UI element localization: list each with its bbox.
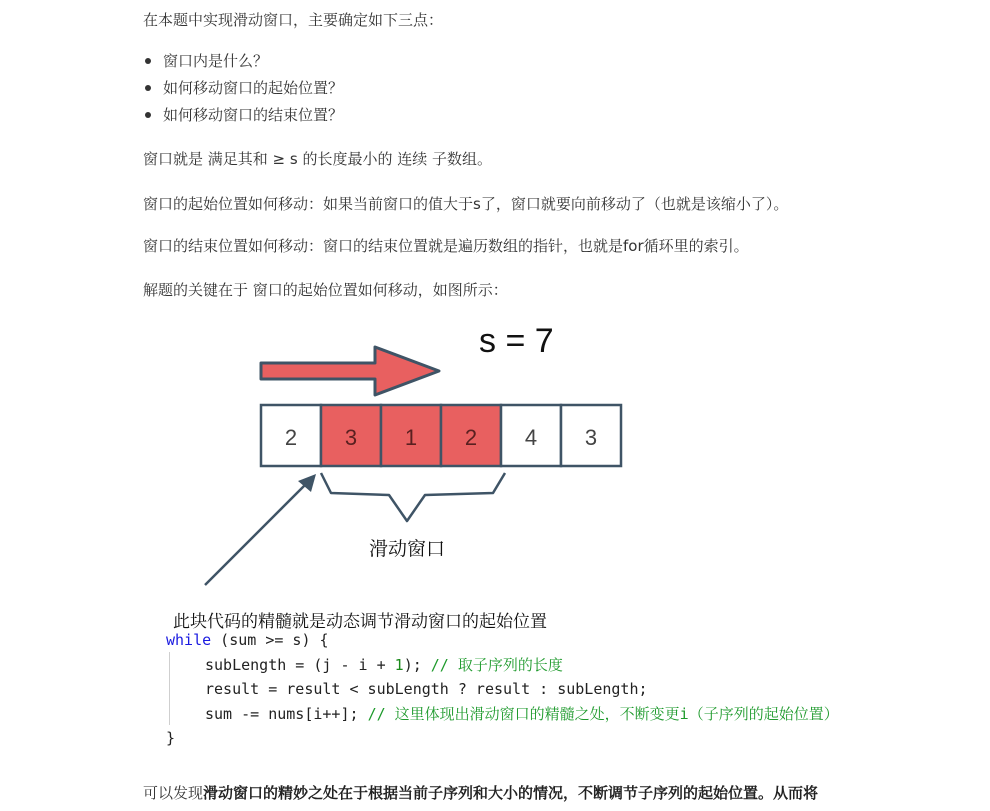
conclusion-bold: 滑动窗口的精妙之处在于根据当前子序列和大小的情况，不断调节子序列的起始位置。从而将: [203, 784, 819, 802]
window-end-text: 窗口的结束位置如何移动：窗口的结束位置就是遍历数组的指针，也就是for循环里的索引。: [143, 237, 749, 255]
code-keyword: while: [166, 631, 212, 649]
code-line: [166, 653, 886, 678]
code-text: (sum >= s) {: [211, 631, 329, 649]
cell-value: 1: [404, 425, 418, 450]
conclusion-text: [143, 783, 818, 803]
list-item: 如何移动窗口的起始位置？: [143, 77, 343, 104]
code-line: [166, 628, 886, 653]
code-text: subLength = (j - i +: [205, 655, 395, 674]
cell-value: 4: [524, 425, 538, 450]
code-text: sum -= nums[i++];: [205, 704, 368, 723]
cell-value: 2: [284, 425, 298, 450]
key-point-text: 解题的关键在于 窗口的起始位置如何移动，如图所示：: [143, 281, 508, 299]
window-start-text: 窗口的起始位置如何移动：如果当前窗口的值大于s了，窗口就要向前移动了（也就是该缩小了）。: [143, 195, 789, 213]
array-cells: [261, 405, 621, 466]
move-right-arrow: [261, 347, 439, 395]
code-line: result = result < subLength ? result : subLength;: [205, 680, 648, 698]
code-block: [166, 628, 886, 751]
cell-value: 3: [584, 425, 598, 450]
code-text: );: [403, 655, 431, 674]
cell-value: 2: [464, 425, 478, 450]
points-list: [143, 50, 343, 131]
code-comment: // 这里体现出滑动窗口的精髓之处，不断变更i（子序列的起始位置）: [367, 704, 839, 723]
list-item: 窗口内是什么？: [143, 50, 343, 77]
code-number: 1: [394, 655, 404, 674]
s-value-label: s = 7: [479, 322, 554, 360]
code-comment: // 取子序列的长度: [430, 655, 563, 674]
cell-value: 3: [344, 425, 358, 450]
window-definition-text: 窗口就是 满足其和 ≥ s 的长度最小的 连续 子数组。: [143, 150, 492, 168]
intro-text: 在本题中实现滑动窗口，主要确定如下三点：: [143, 11, 444, 29]
code-line: }: [166, 729, 176, 747]
conclusion-prefix: 可以发现: [143, 784, 204, 802]
list-item: 如何移动窗口的结束位置？: [143, 104, 343, 131]
window-bracket: [321, 473, 505, 521]
start-pointer-line: [205, 481, 309, 585]
figure-caption: 此块代码的精髓就是动态调节滑动窗口的起始位置: [173, 612, 547, 632]
code-line: [166, 702, 886, 727]
sliding-window-figure: [143, 315, 843, 615]
window-label: 滑动窗口: [369, 538, 446, 560]
